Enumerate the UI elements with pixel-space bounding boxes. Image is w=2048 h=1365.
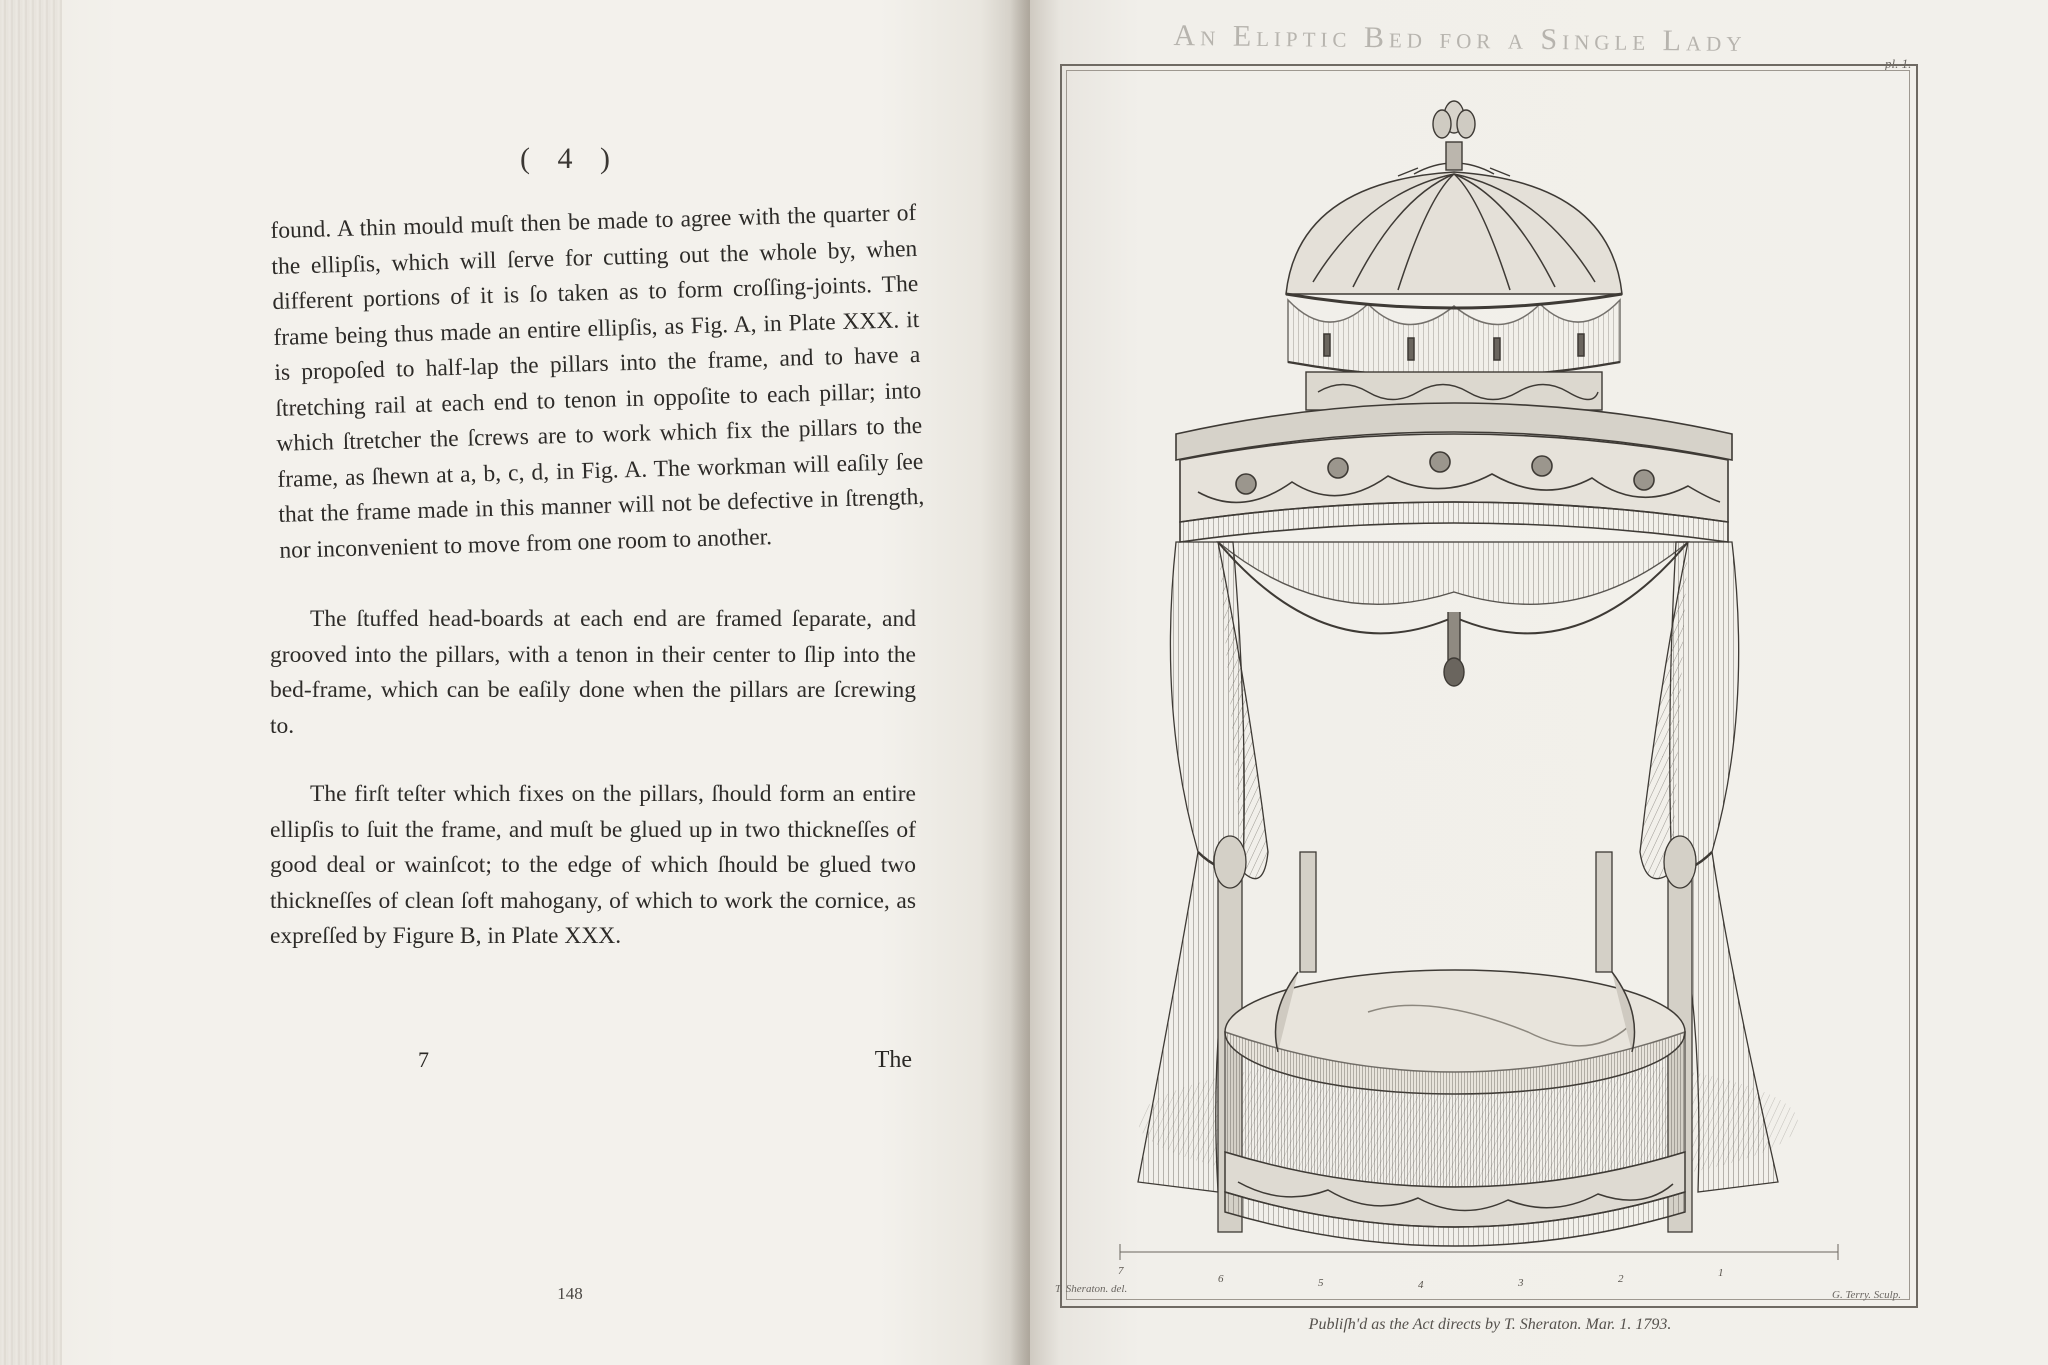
signature-mark: 7 [418,1047,429,1072]
credit-left: T. Sheraton. del. [1055,1283,1128,1295]
paragraph-1: found. A thin mould muſt then be made to agree with the quarter of the ellipſis, which will ſerve for cutting out the whole by, when different portions of it is ſo taken as to form croſſing-joints. The frame being thus made an entire ellipſis, as Fig. A, in Plate XXX. it is propoſed to half-lap the pillars into the frame, and to have a ſtretching rail at each end to tenon in oppoſite to each pillar; into which ſtretcher the ſcrews are to work which fix the pillars to the frame, as ſhewn at a, b, c, d, in Fig. A. The workman will eaſily ſee that the frame made in this manner will not be defective in ſtrength, nor inconvenient to move from one room to another. [270,199,925,564]
scale-marks [1118,1265,1724,1291]
imprint-line: Publiſh'd as the Act directs by T. Sheraton. Mar. 1. 1793. [1308,1316,1672,1333]
catchword: The [874,1047,912,1073]
scale-mark: 4 [1418,1279,1424,1291]
plume-finial [1398,101,1510,176]
header-page-number: ( 4 ) [520,142,620,175]
paragraph-2: The ſtuffed head-boards at each end are framed ſeparate, and grooved into the pillars, with a tenon in their center to ſlip into the bed-frame, which can be eaſily done when the pillars are ſcrewing to. [270,606,916,739]
dome [1286,172,1622,377]
scale-mark: 7 [1118,1265,1124,1277]
paragraph-3: The firſt teſter which fixes on the pillars, ſhould form an entire ellipſis to ſuit the frame, and muſt be glued up in two thickneſſes of good deal or wainſcot; to the edge of which ſhould be glued two thickneſſes of clean ſoft mahogany, of which to work the cornice, as expreſſed by Figure B, in Plate XXX. [270,781,916,949]
folio-number: 148 [557,1284,583,1303]
scale-mark: 2 [1618,1273,1624,1285]
scale-bar [1120,1244,1838,1260]
bed-engraving [1068,72,1906,1296]
plate-number: pl. 1. [1885,56,1912,71]
cornice [1176,403,1732,542]
body-text [270,196,925,955]
scale-mark: 6 [1218,1273,1224,1285]
scale-mark: 1 [1718,1267,1724,1279]
front-swag [1218,542,1688,686]
scale-mark: 5 [1318,1277,1324,1289]
catchword-row [270,1047,916,1087]
credit-right: G. Terry. Sculp. [1832,1289,1901,1301]
plate-title: An Eliptic Bed for a Single Lady [1173,19,1747,58]
page-edges [0,0,62,1365]
scale-mark: 3 [1518,1277,1524,1289]
